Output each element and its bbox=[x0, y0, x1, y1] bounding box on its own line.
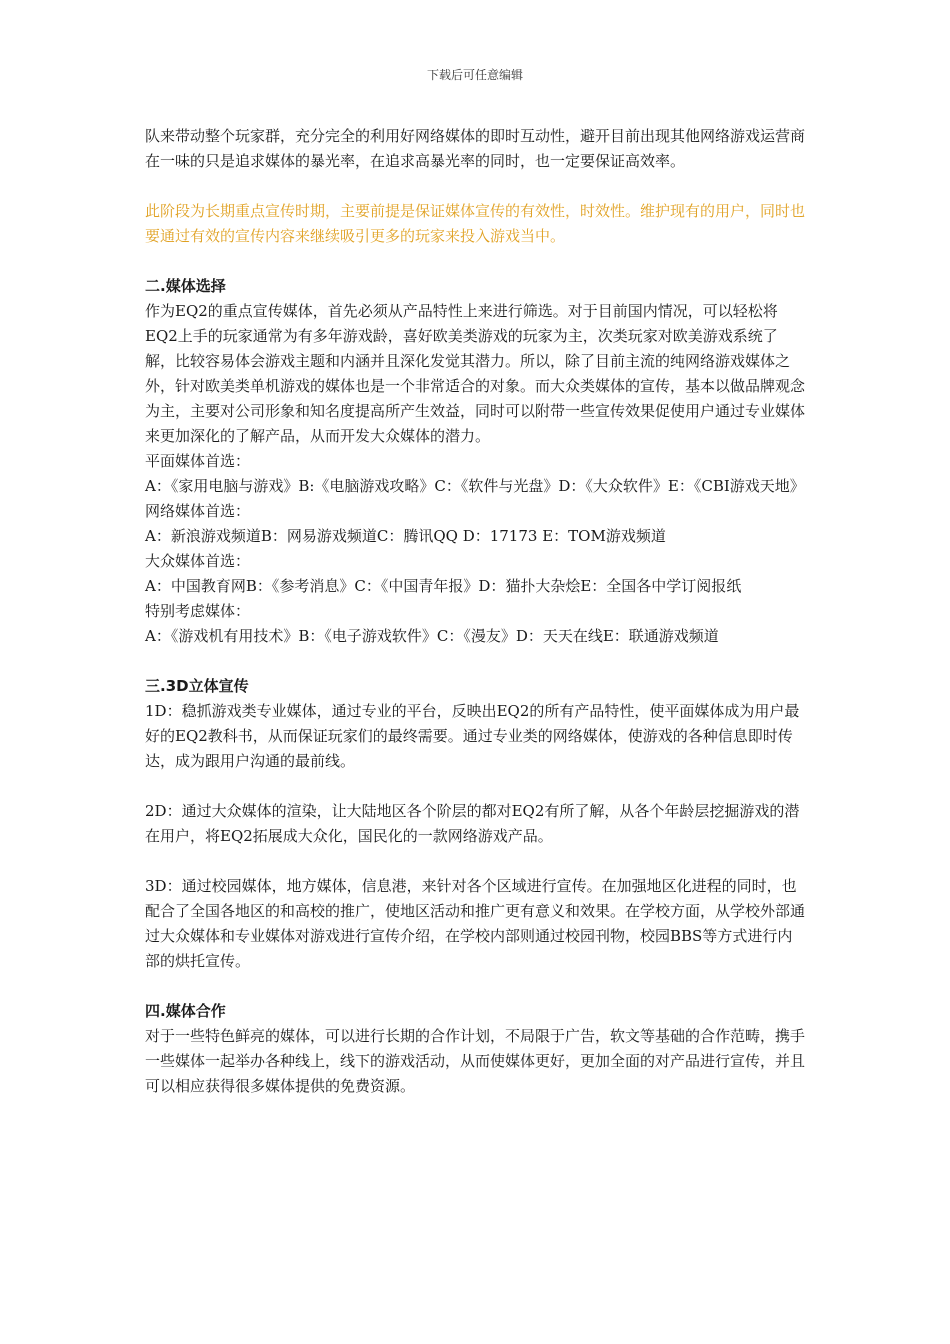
section3-3d: 3D：通过校园媒体，地方媒体，信息港，来针对各个区域进行宣传。在加强地区化进程的同时，也配合了全国各地区的和高校的推广，使地区活动和推广更有意义和效果。在学校方面，从学校外部通过大众媒体和专业媒体对游戏进行宣传介绍，在学校内部则通过校园刊物，校园BBS等方式进行内部的烘托宣传。 bbox=[145, 877, 806, 970]
section3-2d: 2D：通过大众媒体的渲染，让大陆地区各个阶层的都对EQ2有所了解，从各个年龄层挖掘游戏的潜在用户，将EQ2拓展成大众化，国民化的一款网络游戏产品。 bbox=[145, 802, 800, 845]
special-media-label: 特别考虑媒体： bbox=[145, 602, 251, 620]
section2-title: 二.媒体选择 bbox=[145, 277, 226, 295]
section3-1d: 1D：稳抓游戏类专业媒体，通过专业的平台，反映出EQ2的所有产品特性，使平面媒体成为用户最好的EQ2教科书，从而保证玩家们的最终需要。通过专业类的网络媒体，使游戏的各种信息即时传达，成为跟用户沟通的最前线。 bbox=[145, 702, 800, 770]
web-media-list: A：新浪游戏频道B：网易游戏频道C：腾讯QQ D：17173 E：TOM游戏频道 bbox=[145, 527, 666, 545]
web-media-label: 网络媒体首选： bbox=[145, 502, 251, 520]
section2-body: 作为EQ2的重点宣传媒体，首先必须从产品特性上来进行筛选。对于目前国内情况，可以轻松将EQ2上手的玩家通常为有多年游戏龄，喜好欧美类游戏的玩家为主，次类玩家对欧美游戏系统了解，比较容易体会游戏主题和内涵并且深化发觉其潜力。所以，除了目前主流的纯网络游戏媒体之外，针对欧美类单机游戏的媒体也是一个非常适合的对象。而大众类媒体的宣传，基本以做品牌观念为主，主要对公司形象和知名度提高所产生效益，同时可以附带一些宣传效果促使用户通过专业媒体来更加深化的了解产品，从而开发大众媒体的潜力。 bbox=[145, 302, 806, 445]
print-media-list: A：《家用电脑与游戏》B:《电脑游戏攻略》C：《软件与光盘》D：《大众软件》E：《CBI游戏天地》 bbox=[145, 477, 805, 495]
intro-paragraph: 队来带动整个玩家群，充分完全的利用好网络媒体的即时互动性，避开目前出现其他网络游戏运营商在一味的只是追求媒体的暴光率，在追求高暴光率的同时，也一定要保证高效率。 bbox=[145, 127, 806, 170]
print-media-label: 平面媒体首选： bbox=[145, 452, 251, 470]
section3-title: 三.3D立体宣传 bbox=[145, 677, 249, 695]
document-body bbox=[145, 124, 807, 1099]
page-header: 下载后可任意编辑 bbox=[426, 68, 523, 82]
special-media-list: A：《游戏机有用技术》B：《电子游戏软件》C：《漫友》D：天天在线E：联通游戏频道 bbox=[145, 627, 719, 645]
section4-body: 对于一些特色鲜亮的媒体，可以进行长期的合作计划，不局限于广告，软文等基础的合作范畴，携手一些媒体一起举办各种线上，线下的游戏活动，从而使媒体更好，更加全面的对产品进行宣传，并且可以相应获得很多媒体提供的免费资源。 bbox=[145, 1027, 806, 1095]
mass-media-label: 大众媒体首选： bbox=[145, 552, 251, 570]
highlight-paragraph: 此阶段为长期重点宣传时期，主要前提是保证媒体宣传的有效性，时效性。维护现有的用户，同时也要通过有效的宣传内容来继续吸引更多的玩家来投入游戏当中。 bbox=[145, 202, 806, 245]
section4-title: 四.媒体合作 bbox=[145, 1002, 226, 1020]
mass-media-list: A：中国教育网B：《参考消息》C：《中国青年报》D：猫扑大杂烩E：全国各中学订阅报纸 bbox=[145, 577, 742, 595]
